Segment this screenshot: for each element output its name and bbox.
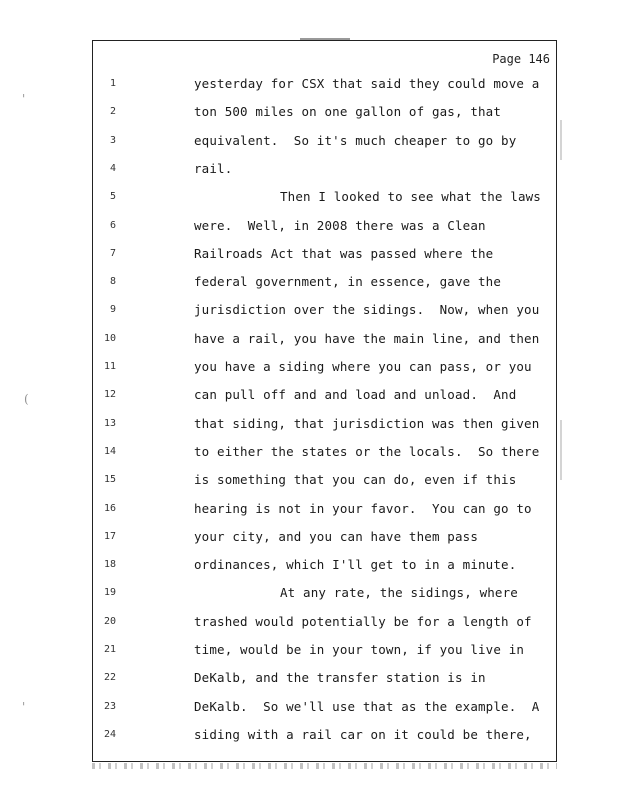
line-number: 5: [109, 191, 116, 203]
line-text: ordinances, which I'll get to in a minute.: [194, 557, 517, 573]
transcript-line: [0, 555, 618, 583]
transcript-line: [0, 74, 618, 102]
line-text: ton 500 miles on one gallon of gas, that: [194, 104, 502, 120]
line-text: jurisdiction over the sidings. Now, when you: [194, 302, 540, 318]
margin-mark: (: [24, 392, 29, 406]
transcript-line: [0, 159, 618, 187]
transcript-line: [0, 612, 618, 640]
transcript-line: [0, 357, 618, 385]
line-number: 1: [109, 78, 116, 89]
line-number: 8: [109, 276, 116, 288]
transcript-line: [0, 725, 618, 753]
line-text: your city, and you can have them pass: [194, 528, 478, 544]
margin-mark: ': [22, 92, 26, 106]
line-number: 11: [103, 361, 116, 372]
line-text: hearing is not in your favor. You can go to: [194, 500, 532, 516]
transcript-line: [0, 131, 618, 159]
transcript-line: [0, 583, 618, 611]
line-number: 6: [109, 219, 116, 231]
line-number: 22: [103, 672, 116, 684]
transcript-line: [0, 499, 618, 527]
page-number: Page 146: [492, 52, 550, 66]
transcript-line: [0, 697, 618, 725]
line-number: 24: [103, 728, 116, 740]
line-text: can pull off and and load and unload. And: [194, 387, 517, 403]
line-text: DeKalb. So we'll use that as the example. A: [194, 698, 540, 714]
line-number: 18: [103, 559, 116, 571]
transcript-line: [0, 385, 618, 413]
line-number: 3: [109, 134, 116, 146]
line-number: 14: [103, 445, 116, 457]
transcript-line: [0, 442, 618, 470]
line-text: equivalent. So it's much cheaper to go by: [194, 132, 517, 148]
line-number: 7: [109, 247, 116, 259]
line-number: 12: [103, 389, 116, 401]
line-text: to either the states or the locals. So there: [194, 443, 540, 459]
line-number: 13: [103, 417, 116, 429]
line-text: Then I looked to see what the laws: [280, 189, 541, 205]
line-text: yesterday for CSX that said they could move a: [194, 76, 540, 91]
line-text: trashed would potentially be for a length of: [194, 613, 532, 629]
line-text: At any rate, the sidings, where: [280, 585, 518, 601]
transcript-line: [0, 640, 618, 668]
line-text: Railroads Act that was passed where the: [194, 245, 494, 261]
line-text: rail.: [194, 160, 233, 176]
line-number: 16: [103, 502, 116, 514]
transcript-line: [0, 414, 618, 442]
line-number: 10: [103, 332, 116, 344]
transcript-line: [0, 244, 618, 272]
line-text: is something that you can do, even if this: [194, 472, 517, 488]
transcript-line: [0, 527, 618, 555]
line-text: have a rail, you have the main line, and then: [194, 330, 540, 346]
line-number: 19: [103, 587, 116, 599]
line-number: 21: [103, 644, 116, 655]
line-number: 15: [103, 474, 116, 486]
line-number: 20: [103, 615, 116, 627]
margin-mark: ': [22, 700, 26, 714]
transcript-line: [0, 272, 618, 300]
line-text: federal government, in essence, gave the: [194, 274, 502, 290]
line-number: 2: [109, 106, 116, 118]
transcript-line: [0, 102, 618, 130]
line-text: that siding, that jurisdiction was then given: [194, 415, 540, 431]
transcript-line: [0, 300, 618, 328]
transcript-line: [0, 470, 618, 498]
transcript-line: [0, 187, 618, 215]
line-number: 9: [109, 304, 116, 316]
line-number: 23: [103, 700, 116, 712]
line-number: 4: [109, 162, 116, 174]
line-text: time, would be in your town, if you live in: [194, 642, 525, 657]
transcript-line: [0, 329, 618, 357]
scan-bottom-noise: [92, 763, 557, 769]
line-text: siding with a rail car on it could be there,: [194, 726, 532, 742]
line-text: DeKalb, and the transfer station is in: [194, 670, 486, 686]
line-number: 17: [103, 530, 116, 542]
line-text: were. Well, in 2008 there was a Clean: [194, 217, 486, 233]
transcript-line: [0, 216, 618, 244]
line-text: you have a siding where you can pass, or you: [194, 359, 532, 374]
transcript-line: [0, 668, 618, 696]
